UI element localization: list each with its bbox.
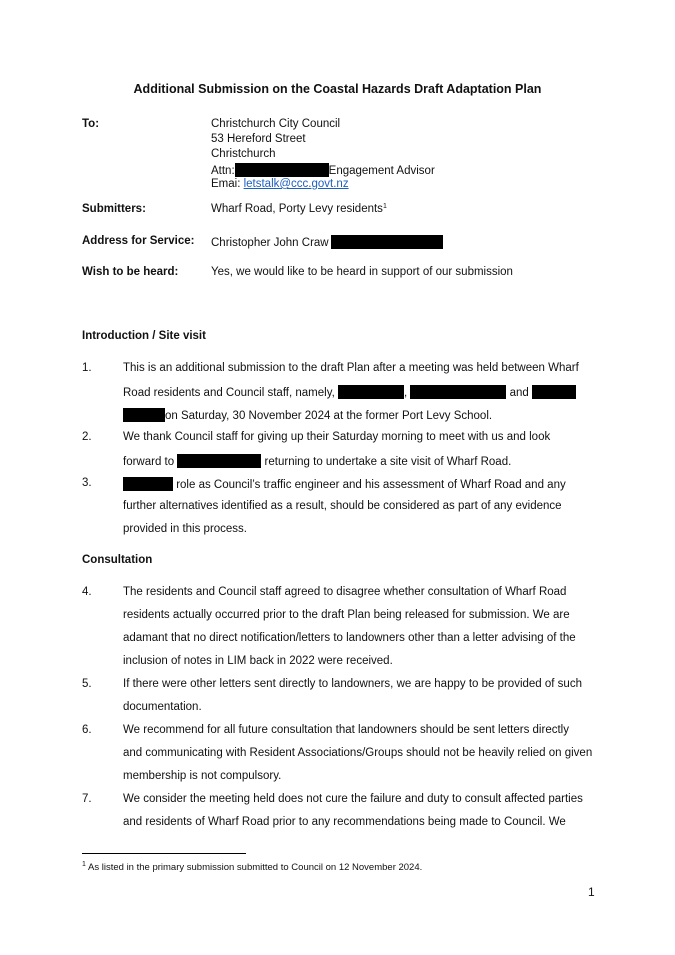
paragraph-number: 4. (82, 586, 92, 598)
redaction-block (235, 163, 329, 177)
email-line (211, 178, 349, 190)
submitters-label: Submitters: (82, 203, 146, 215)
paragraph-1-line-1: This is an additional submission to the draft Plan after a meeting was held between Wharf (123, 362, 579, 374)
paragraph-4-line-3: adamant that no direct notification/letters to landowners other than a letter advising of the (123, 632, 576, 644)
to-label: To: (82, 118, 100, 130)
submitters-value-line (211, 203, 387, 215)
redaction-block (338, 385, 404, 399)
redaction-block (177, 454, 261, 468)
address-label: Address for Service: (82, 235, 195, 247)
to-city: Christchurch (211, 148, 276, 160)
paragraph-5-line-2: documentation. (123, 701, 202, 713)
paragraph-6-line-1: We recommend for all future consultation that landowners should be sent letters directly (123, 724, 569, 736)
paragraph-2-line-2 (123, 454, 511, 468)
paragraph-2-line-1: We thank Council staff for giving up their Saturday morning to meet with us and look (123, 431, 551, 443)
footnote-ref[interactable]: 1 (382, 203, 387, 210)
paragraph-1-line-3 (123, 408, 492, 422)
paragraph-7-line-1: We consider the meeting held does not cure the failure and duty to consult affected parties (123, 793, 583, 805)
paragraph-6-line-3: membership is not compulsory. (123, 770, 282, 782)
attn-role: Engagement Advisor (328, 165, 435, 177)
paragraph-3-line-3: provided in this process. (123, 523, 248, 535)
paragraph-4-line-1: The residents and Council staff agreed to disagree whether consultation of Wharf Road (123, 586, 567, 598)
paragraph-number: 5. (82, 678, 92, 690)
footnote-mark: 1 (82, 861, 86, 868)
paragraph-4-line-2: residents actually occurred prior to the draft Plan being released for submission. We are (123, 609, 570, 621)
to-street: 53 Hereford Street (211, 133, 306, 145)
paragraph-4-line-4: inclusion of notes in LIM back in 2022 were received. (123, 655, 393, 667)
p1-text-b: , (404, 387, 408, 399)
p3-text-a: role as Council’s traffic engineer and his assessment of Wharf Road and any (176, 479, 566, 491)
footnote (82, 862, 422, 873)
paragraph-3-line-2: further alternatives identified as a result, should be considered as part of any evidence (123, 500, 562, 512)
paragraph-number: 2. (82, 431, 92, 443)
page-number: 1 (588, 885, 595, 899)
email-link[interactable]: letstalk@ccc.govt.nz (243, 178, 349, 190)
p2-text-b: returning to undertake a site visit of Wharf Road. (264, 456, 512, 468)
to-org: Christchurch City Council (211, 118, 341, 130)
heard-label: Wish to be heard: (82, 266, 179, 278)
paragraph-number: 1. (82, 362, 92, 374)
paragraph-1-line-2 (123, 385, 576, 399)
footnote-text: As listed in the primary submission submitted to Council on 12 November 2024. (85, 862, 423, 873)
redaction-block (410, 385, 506, 399)
paragraph-number: 6. (82, 724, 92, 736)
paragraph-6-line-2: and communicating with Resident Associations/Groups should not be heavily relied on given (123, 747, 593, 759)
attn-prefix: Attn: (211, 165, 235, 177)
p2-text-a: forward to (123, 456, 175, 468)
paragraph-3-line-1 (123, 477, 566, 491)
address-value-line (211, 235, 443, 249)
paragraph-7-line-2: and residents of Wharf Road prior to any recommendations being made to Council. We (123, 816, 566, 828)
document-title: Additional Submission on the Coastal Hazards Draft Adaptation Plan (133, 82, 542, 96)
attn-line (211, 163, 435, 177)
email-prefix: Emai: (211, 178, 244, 190)
section-heading-consultation: Consultation (82, 554, 153, 566)
redaction-block (123, 477, 173, 491)
submitters-value: Wharf Road, Porty Levy residents (211, 203, 383, 215)
address-value: Christopher John Craw (211, 237, 329, 249)
paragraph-number: 7. (82, 793, 92, 805)
p1-text-c: and (509, 387, 529, 399)
redaction-block (123, 408, 165, 422)
paragraph-5-line-1: If there were other letters sent directly to landowners, we are happy to be provided of such (123, 678, 582, 690)
heard-value: Yes, we would like to be heard in support of our submission (211, 266, 513, 278)
p1-text-d: on Saturday, 30 November 2024 at the former Port Levy School. (165, 410, 493, 422)
footnote-separator (82, 853, 246, 854)
redaction-block (532, 385, 576, 399)
redaction-block (331, 235, 443, 249)
section-heading-intro: Introduction / Site visit (82, 330, 206, 342)
p1-text-a: Road residents and Council staff, namely, (123, 387, 335, 399)
paragraph-number: 3. (82, 477, 92, 489)
